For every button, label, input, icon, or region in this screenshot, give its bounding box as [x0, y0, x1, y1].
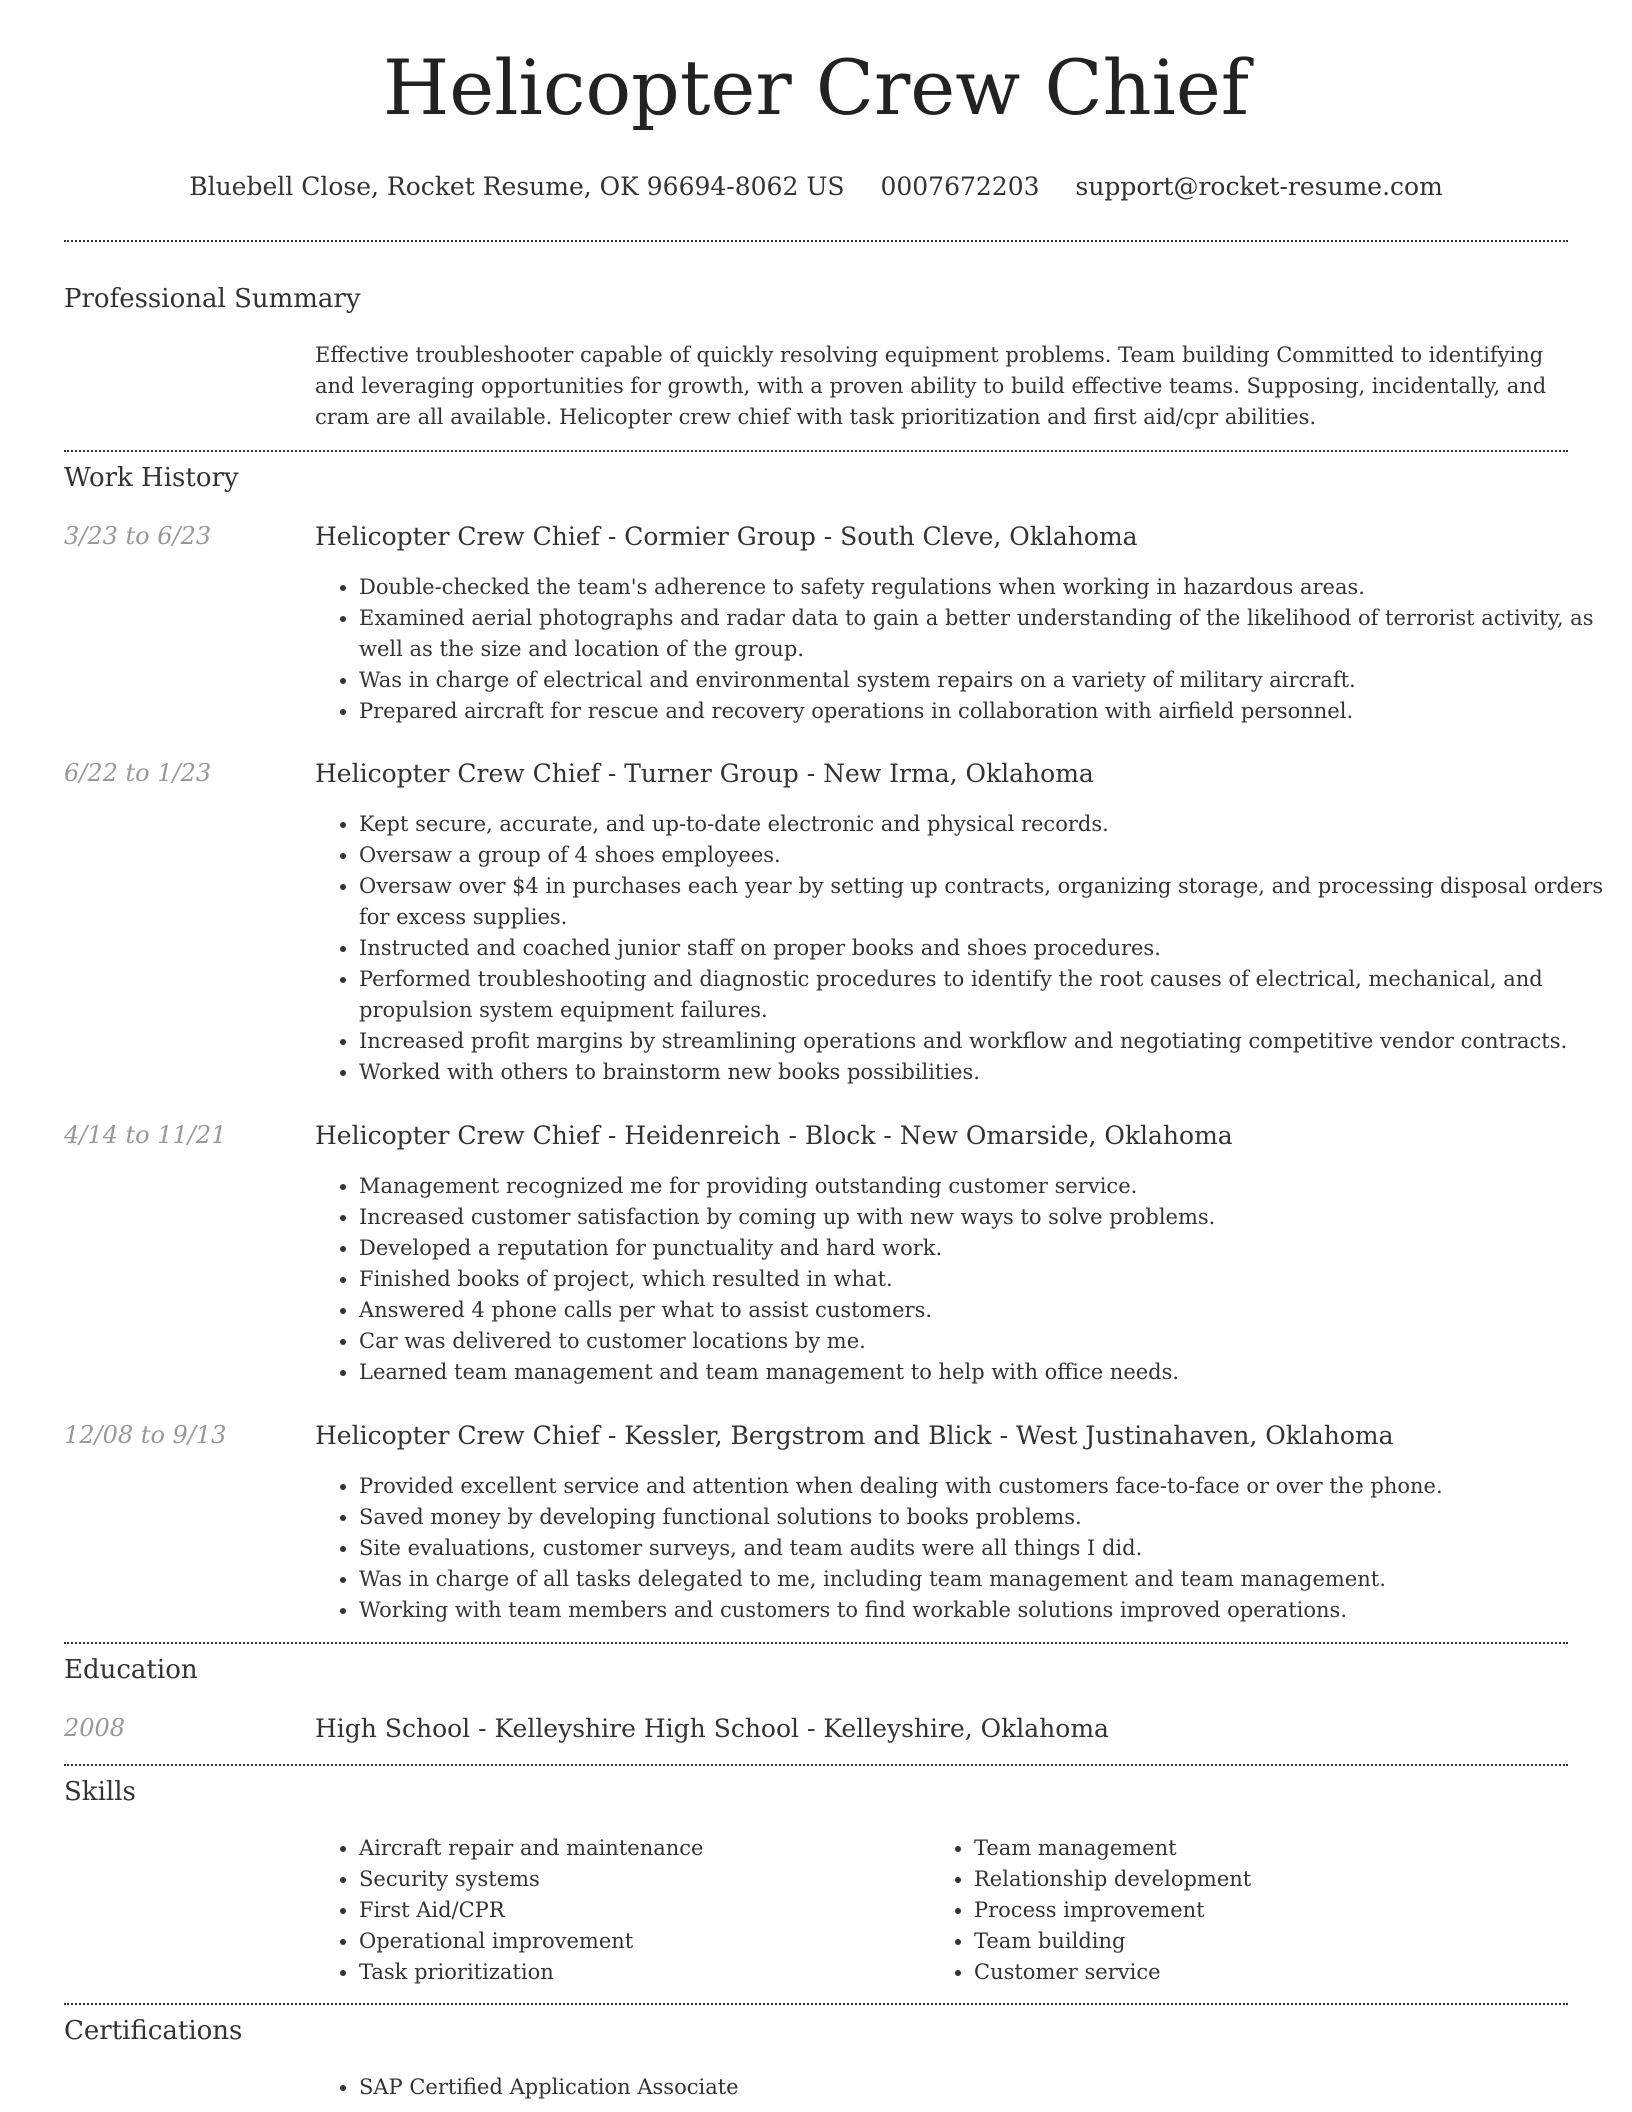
section-divider — [64, 450, 1568, 452]
work-entry-heading: Helicopter Crew Chief - Kessler, Bergstrom and Blick - West Justinahaven, Oklahoma — [315, 1421, 1394, 1450]
list-item: • Finished books of project, which resulted in what. — [359, 1264, 1612, 1295]
list-item: • Saved money by developing functional solutions to books problems. — [359, 1502, 1612, 1533]
work-entry-dates: 6/22 to 1/23 — [64, 759, 212, 787]
skill-item: • Aircraft repair and maintenance — [359, 1833, 919, 1864]
skills-section-title: Skills — [64, 1777, 136, 1807]
resume-title: Helicopter Crew Chief — [382, 43, 1250, 132]
list-item: • Site evaluations, customer surveys, and team audits were all things I did. — [359, 1533, 1612, 1564]
education-heading: High School - Kelleyshire High School - Kelleyshire, Oklahoma — [315, 1714, 1109, 1743]
list-item: • Was in charge of all tasks delegated to me, including team management and team management. — [359, 1564, 1612, 1595]
work-entry-bullets — [315, 1471, 1612, 1626]
list-item: • Oversaw over $4 in purchases each year by setting up contracts, organizing storage, and processing disposal orders for excess supplies. — [359, 871, 1612, 933]
work-entry-dates: 3/23 to 6/23 — [64, 522, 212, 550]
list-item: • Working with team members and customers to find workable solutions improved operations. — [359, 1595, 1612, 1626]
skill-item: • Security systems — [359, 1864, 919, 1895]
contact-phone: 0007672203 — [880, 172, 1040, 201]
work-entry-heading: Helicopter Crew Chief - Turner Group - New Irma, Oklahoma — [315, 759, 1094, 788]
certifications-section-title: Certifications — [64, 2016, 243, 2046]
list-item: • Provided excellent service and attention when dealing with customers face-to-face or over the phone. — [359, 1471, 1612, 1502]
work-entry-heading: Helicopter Crew Chief - Cormier Group - South Cleve, Oklahoma — [315, 522, 1138, 551]
work-entry-heading: Helicopter Crew Chief - Heidenreich - Block - New Omarside, Oklahoma — [315, 1121, 1233, 1150]
skill-item: • First Aid/CPR — [359, 1895, 919, 1926]
list-item: • Was in charge of electrical and environmental system repairs on a variety of military aircraft. — [359, 665, 1612, 696]
skill-item: • Relationship development — [974, 1864, 1574, 1895]
skill-item: • Team management — [974, 1833, 1574, 1864]
list-item: • Answered 4 phone calls per what to assist customers. — [359, 1295, 1612, 1326]
certification-item: • SAP Certified Application Associate — [359, 2072, 1559, 2103]
list-item: • Prepared aircraft for rescue and recovery operations in collaboration with airfield personnel. — [359, 696, 1612, 727]
list-item: • Increased customer satisfaction by coming up with new ways to solve problems. — [359, 1202, 1612, 1233]
skill-item: • Operational improvement — [359, 1926, 919, 1957]
contact-address: Bluebell Close, Rocket Resume, OK 96694-8062 US — [189, 172, 845, 201]
list-item: • Developed a reputation for punctuality and hard work. — [359, 1233, 1612, 1264]
certifications-list — [315, 2072, 1559, 2103]
list-item: • Kept secure, accurate, and up-to-date electronic and physical records. — [359, 809, 1612, 840]
list-item: • Performed troubleshooting and diagnostic procedures to identify the root causes of electrical, mechanical, and propulsion system equipment failures. — [359, 964, 1612, 1026]
work-entry-dates: 12/08 to 9/13 — [64, 1421, 227, 1449]
skill-item: • Process improvement — [974, 1895, 1574, 1926]
education-section-title: Education — [64, 1655, 198, 1685]
work-history-section-title: Work History — [64, 463, 239, 493]
education-year: 2008 — [64, 1714, 126, 1742]
list-item: • Oversaw a group of 4 shoes employees. — [359, 840, 1612, 871]
list-item: • Examined aerial photographs and radar data to gain a better understanding of the likelihood of terrorist activity, as well as the size and location of the group. — [359, 603, 1612, 665]
summary-section-title: Professional Summary — [64, 284, 361, 314]
skill-item: • Task prioritization — [359, 1957, 919, 1988]
section-divider — [64, 2003, 1568, 2005]
list-item: • Instructed and coached junior staff on proper books and shoes procedures. — [359, 933, 1612, 964]
list-item: • Car was delivered to customer locations by me. — [359, 1326, 1612, 1357]
work-entry-dates: 4/14 to 11/21 — [64, 1121, 227, 1149]
contact-line — [0, 172, 1632, 201]
list-item: • Increased profit margins by streamlining operations and workflow and negotiating competitive vendor contracts. — [359, 1026, 1612, 1057]
skill-item: • Customer service — [974, 1957, 1574, 1988]
section-divider — [64, 1764, 1568, 1766]
skill-item: • Team building — [974, 1926, 1574, 1957]
work-entry-bullets — [315, 809, 1612, 1088]
list-item: • Management recognized me for providing outstanding customer service. — [359, 1171, 1612, 1202]
contact-email: support@rocket-resume.com — [1075, 172, 1443, 201]
skills-list-left — [315, 1833, 919, 1988]
skills-list-right — [930, 1833, 1574, 1988]
summary-text: Effective troubleshooter capable of quickly resolving equipment problems. Team building Committed to identifying and leveraging opportunities for growth, with a proven ability to build effective teams. Supposing, incidentally, and cram are all available. Helicopter crew chief with task prioritization and first aid/cpr abilities. — [315, 343, 1547, 429]
list-item: • Double-checked the team's adherence to safety regulations when working in hazardous areas. — [359, 572, 1612, 603]
list-item: • Learned team management and team management to help with office needs. — [359, 1357, 1612, 1388]
section-divider — [64, 1642, 1568, 1644]
list-item: • Worked with others to brainstorm new books possibilities. — [359, 1057, 1612, 1088]
work-entry-bullets — [315, 572, 1612, 727]
section-divider — [64, 240, 1568, 242]
work-entry-bullets — [315, 1171, 1612, 1388]
